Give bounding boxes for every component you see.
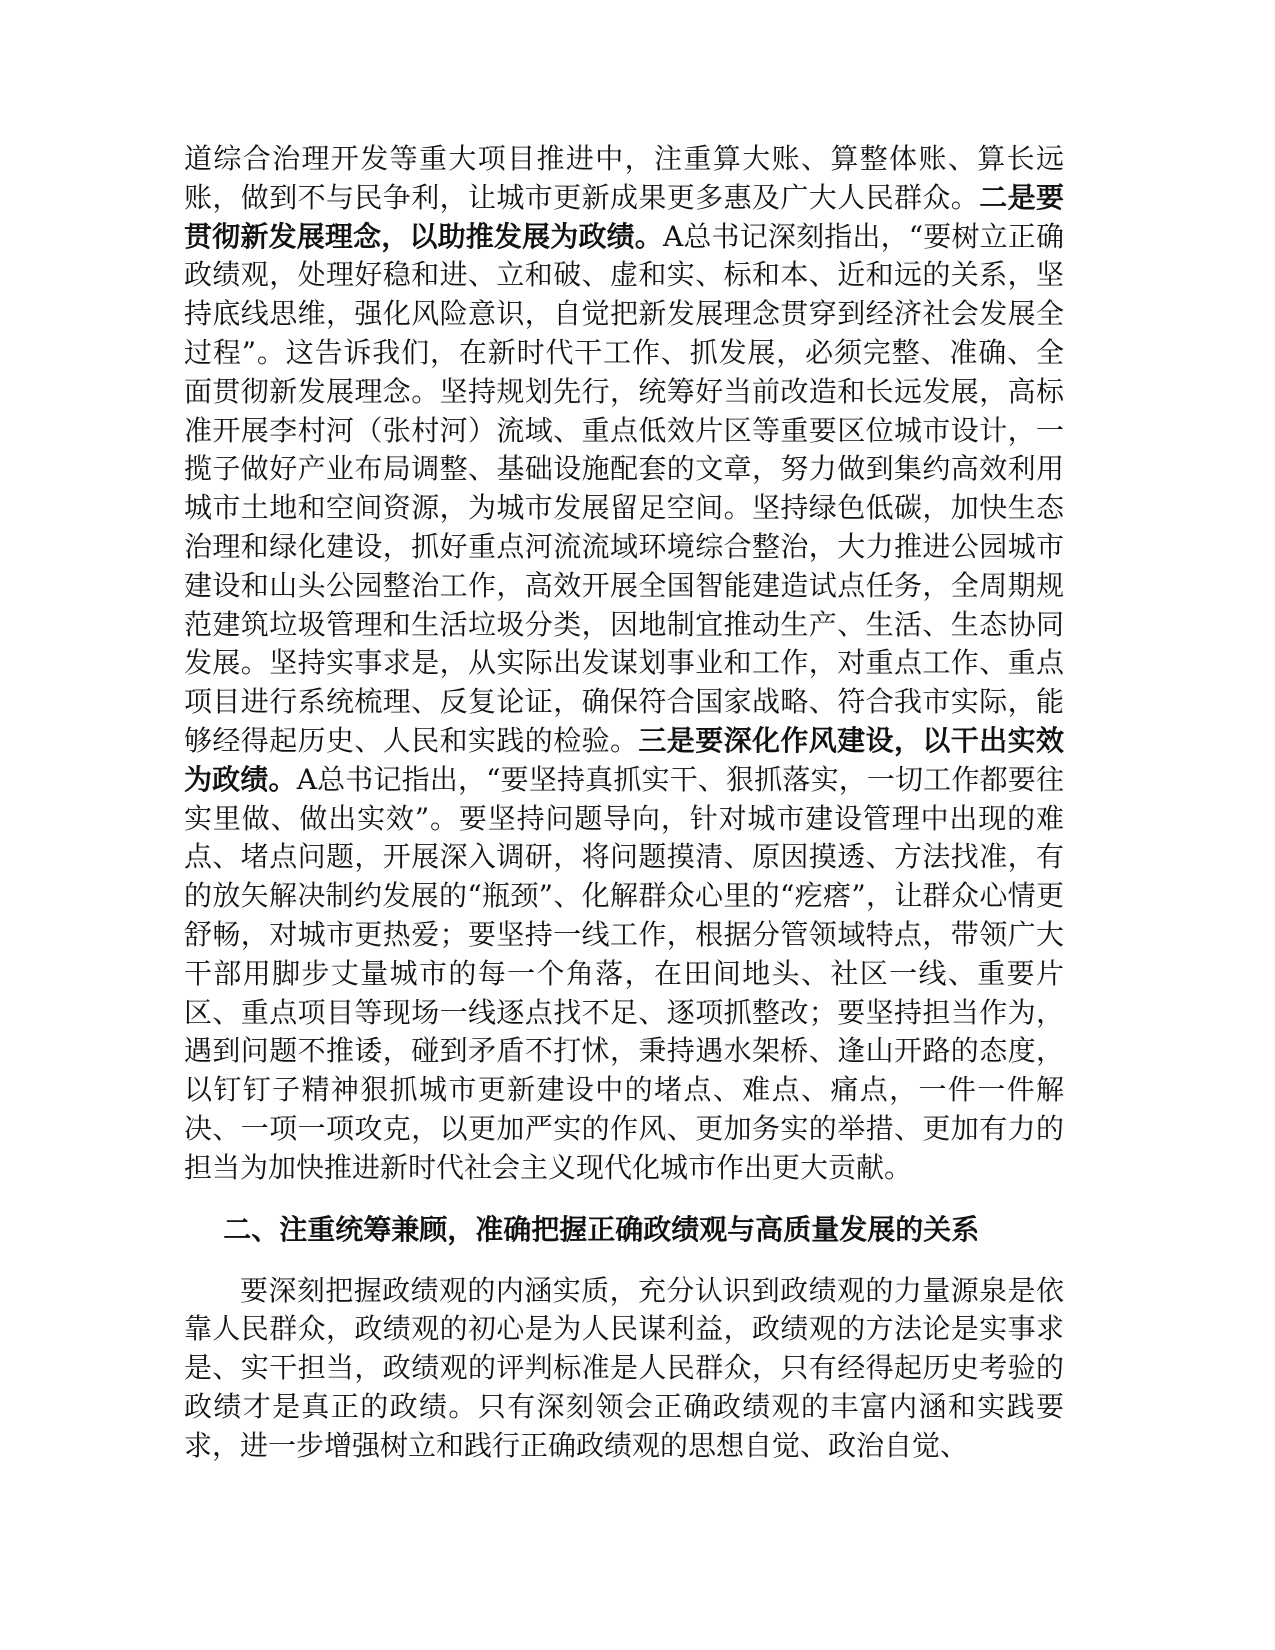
section-heading-2: 二、注重统筹兼顾，准确把握正确政绩观与高质量发展的关系 bbox=[223, 1212, 980, 1246]
paragraph-1-bold-point-2: 二是要贯彻新发展理念，以助推发展为政绩。 bbox=[184, 180, 1064, 253]
body-paragraph-2: 要深刻把握政绩观的内涵实质，充分认识到政绩观的力量源泉是依靠人民群众，政绩观的初心是为人民谋利益，政绩观的方法论是实事求是、实干担当，政绩观的评判标准是人民群众，只有经得起历史考验的政绩才是真正的政绩。只有深刻领会正确政绩观的丰富内涵和实践要求，进一步增强树立和践行正确政绩观的思想自觉、政治自觉、 bbox=[184, 1273, 1064, 1462]
paragraph-1-text-3: A总书记指出，“要坚持真抓实干、狠抓落实，一切工作都要往实里做、做出实效”。要坚持问题导向，针对城市建设管理中出现的难点、堵点问题，开展深入调研，将问题摸清、原因摸透、方法找准，有的放矢解决制约发展的“瓶颈”、化解群众心里的“疙瘩”，让群众心情更舒畅，对城市更热爱；要坚持一线工作，根据分管领域特点，带领广大干部用脚步丈量城市的每一个角落，在田间地头、社区一线、重要片区、重点项目等现场一线逐点找不足、逐项抓整改；要坚持担当作为，遇到问题不推诿，碰到矛盾不打怵，秉持遇水架桥、逢山开路的态度，以钉钉子精神狠抓城市更新建设中的堵点、难点、痛点，一件一件解决、一项一项攻克，以更加严实的作风、更加务实的举措、更加有力的担当为加快推进新时代社会主义现代化城市作出更大贡献。 bbox=[184, 762, 1064, 1184]
document-body bbox=[184, 140, 1064, 1466]
paragraph-1-text-2: A总书记深刻指出，“要树立正确政绩观，处理好稳和进、立和破、虚和实、标和本、近和远的关系，坚持底线思维，强化风险意识，自觉把新发展理念贯穿到经济社会发展全过程”。这告诉我们，在新时代干工作、抓发展，必须完整、准确、全面贯彻新发展理念。坚持规划先行，统筹好当前改造和长远发展，高标准开展李村河（张村河）流域、重点低效片区等重要区位城市设计，一揽子做好产业布局调整、基础设施配套的文章，努力做到集约高效利用城市土地和空间资源，为城市发展留足空间。坚持绿色低碳，加快生态治理和绿化建设，抓好重点河流流域环境综合整治，大力推进公园城市建设和山头公园整治工作，高效开展全国智能建造试点任务，全周期规范建筑垃圾管理和生活垃圾分类，因地制宜推动生产、生活、生态协同发展。坚持实事求是，从实际出发谋划事业和工作，对重点工作、重点项目进行系统梳理、反复论证，确保符合国家战略、符合我市实际，能够经得起历史、人民和实践的检验。 bbox=[184, 219, 1064, 757]
paragraph-1-text-1: 道综合治理开发等重大项目推进中，注重算大账、算整体账、算长远账，做到不与民争利，让城市更新成果更多惠及广大人民群众。 bbox=[184, 142, 1064, 214]
paragraph-1-bold-point-3: 三是要深化作风建设，以干出实效为政绩。 bbox=[184, 723, 1064, 796]
body-paragraph-1 bbox=[184, 140, 1064, 1188]
